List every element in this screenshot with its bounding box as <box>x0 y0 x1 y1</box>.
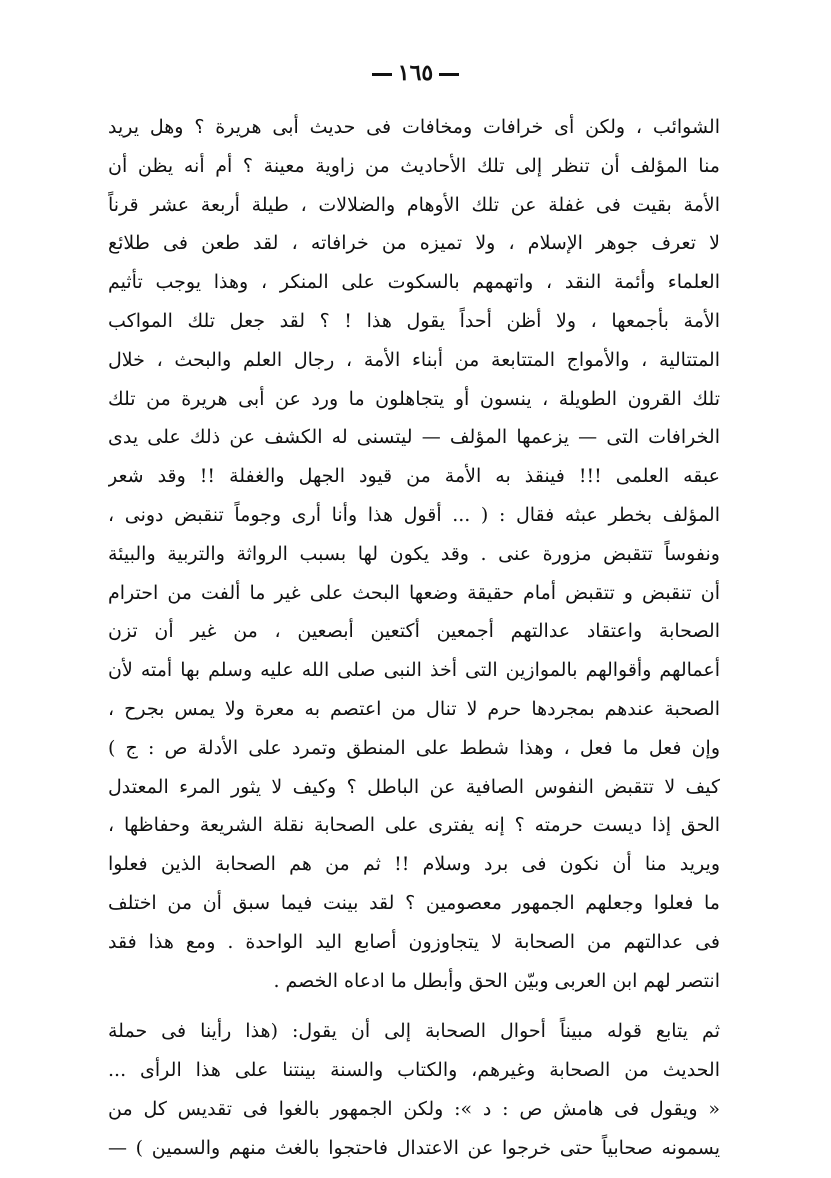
text-line: الأمة بأجمعها ، ولا أظن أحداً يقول هذا ! ؟ لقد جعل تلك المواكب <box>108 309 720 332</box>
text-line: ويريد منا أن نكون فى برد وسلام !! ثم من هم الصحابة الذين فعلوا <box>108 853 720 876</box>
text-line: تلك القرون الطويلة ، ينسون أو يتجاهلون ما ورد عن أبى هريرة من تلك <box>108 387 720 410</box>
text-line: عبقه العلمى !!! فينقذ به الأمة من قيود الجهل والغفلة !! وقد شعر <box>108 465 720 488</box>
page-number <box>0 60 831 86</box>
text-line: كيف لا تتقبض النفوس الصافية عن الباطل ؟ وكيف لا يثور المرء المعتدل <box>108 775 720 798</box>
text-line: وإن فعل ما فعل ، وهذا شطط على المنطق وتمرد على الأدلة ص : ج ) <box>108 736 720 759</box>
text-line: ما فعلوا وجعلهم الجمهور معصومين ؟ لقد بينت فيما سبق أن من اختلف <box>108 891 720 914</box>
text-line: انتصر لهم ابن العربى وبيّن الحق وأبطل ما ادعاه الخصم . <box>273 969 720 992</box>
paragraph-2 <box>108 1012 720 1167</box>
text-line: الحق إذا ديست حرمته ؟ إنه يفترى على الصحابة نقلة الشريعة وحفاظها ، <box>108 814 720 837</box>
page-number-text: ١٦٥ <box>397 60 434 86</box>
text-line: أعمالهم وأقوالهم بالموازين التى أخذ النبى صلى الله عليه وسلم بها أمته لأن <box>108 659 720 682</box>
text-line: الأمة بقيت فى غفلة عن تلك الأوهام والضلالات ، طيلة أربعة عشر قرناً <box>108 193 720 216</box>
dash-left <box>372 73 392 76</box>
paragraph-1 <box>108 108 720 1000</box>
text-line: العلماء وأئمة النقد ، واتهمهم بالسكوت على المنكر ، وهذا يوجب تأثيم <box>108 271 720 294</box>
text-line: الصحابة واعتقاد عدالتهم أجمعين أكتعين أبصعين ، من غير أن تزن <box>108 620 720 643</box>
text-line: ثم يتابع قوله مبيناً أحوال الصحابة إلى أن يقول: (هذا رأينا فى حملة <box>108 1020 720 1043</box>
text-line: أن تنقبض و تتقبض أمام حقيقة وضعها البحث على غير ما ألفت من احترام <box>108 581 720 604</box>
text-line: الحديث من الصحابة وغيرهم، والكتاب والسنة بينتنا على هذا الرأى ... <box>108 1059 720 1082</box>
dash-right <box>439 73 459 76</box>
text-line: لا تعرف جوهر الإسلام ، ولا تميزه من خرافاته ، لقد طعن فى طلائع <box>108 232 720 255</box>
text-line: « ويقول فى هامش ص : د »: ولكن الجمهور بالغوا فى تقديس كل من <box>108 1097 720 1120</box>
text-line: ونفوساً تتقبض مزورة عنى . وقد يكون لها بسبب الرواثة والتربية والبيئة <box>108 542 720 565</box>
text-line: المؤلف بخطر عبثه فقال : ( ... أقول هذا وأنا أرى وجوماً تنقبض دونى ، <box>108 503 720 526</box>
text-line: الشوائب ، ولكن أى خرافات ومخافات فى حديث أبى هريرة ؟ وهل يريد <box>108 116 720 138</box>
text-line: يسمونه صحابياً حتى خرجوا عن الاعتدال فاحتجوا بالغث منهم والسمين ) — <box>108 1136 720 1159</box>
text-line: منا المؤلف أن تنظر إلى تلك الأحاديث من زاوية معينة ؟ أم أنه يظن أن <box>108 154 720 177</box>
text-line: المتتالية ، والأمواج المتتابعة من أبناء الأمة ، رجال العلم والبحث ، خلال <box>108 348 720 371</box>
text-line: الخرافات التى — يزعمها المؤلف — ليتسنى له الكشف عن ذلك على يدى <box>108 426 720 449</box>
text-line: فى عدالتهم من الصحابة لا يتجاوزون أصابع اليد الواحدة . ومع هذا فقد <box>108 930 720 953</box>
text-line: الصحبة عندهم بمجردها حرم لا تنال من اعتصم به معرة ولا يمس بجرح ، <box>108 697 720 720</box>
body-text <box>108 108 720 1168</box>
